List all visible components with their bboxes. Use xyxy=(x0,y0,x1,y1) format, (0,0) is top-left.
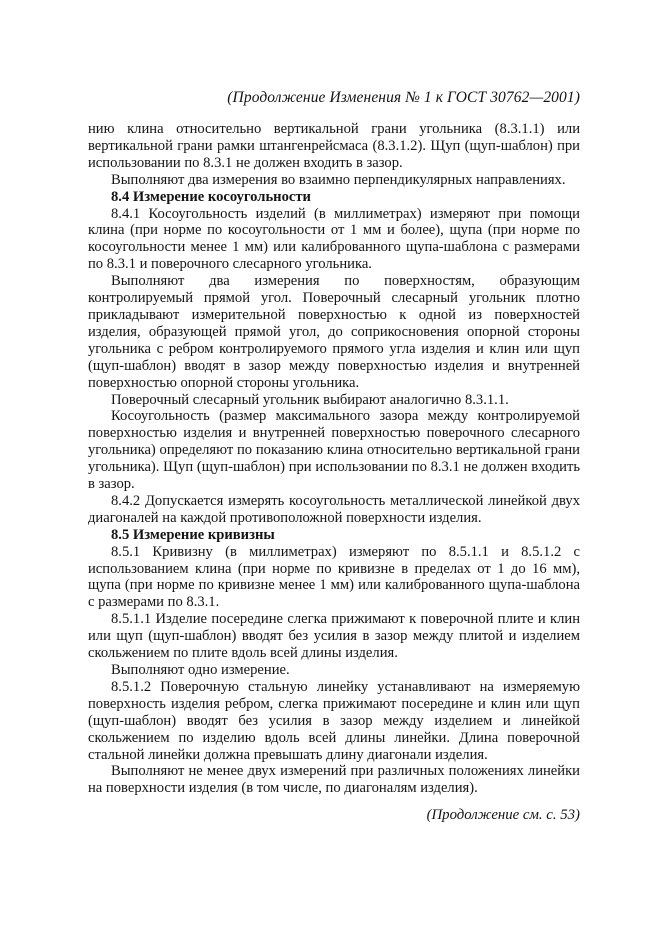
paragraph-one-measurement: Выполняют одно измерение. xyxy=(111,662,290,678)
paragraph-8-4-1: 8.4.1 Косоугольность изделий (в миллиметрах) измеряют при помощи клина (при норме по косоугольности от 1 мм и более), щупа (при норме по косоугольности менее 1 мм) или калиброванного щупа-шаблона с размерами по 8.3.1 и поверочного слесарного угольника. xyxy=(88,205,580,273)
page-footer-continuation: (Продолжение см. с. 53) xyxy=(426,807,580,823)
section-heading-8-4: 8.4 Измерение косоугольности xyxy=(111,188,311,205)
paragraph-8-5-1-2: 8.5.1.2 Поверочную стальную линейку устанавливают на измеряемую поверхность изделия ребром, слегка прижимают посередине и клин или щуп (щуп-шаблон) вводят без усилия в зазор между изделием и линейкой скольжением по изделию вдоль всей длины линейки. Длина поверочной стальной линейки должна превышать длину диагонали изделия. xyxy=(88,678,580,763)
paragraph-final: Выполняют не менее двух измерений при различных положениях линейки на поверхности изделия (в том числе, по диагоналям изделия). xyxy=(88,763,580,797)
page-header-continuation: (Продолжение Изменения № 1 к ГОСТ 30762—2001) xyxy=(227,89,580,106)
paragraph-8-4-2: 8.4.2 Допускается измерять косоугольность металлической линейкой двух диагоналей на каждой противоположной поверхности изделия. xyxy=(88,492,580,526)
section-heading-8-5: 8.5 Измерение кривизны xyxy=(111,526,275,543)
paragraph-8-5-1-1: 8.5.1.1 Изделие посередине слегка прижимают к поверочной плите и клин или щуп (щуп-шаблон) вводят без усилия в зазор между плитой и изделием скольжением по плите вдоль всей длины изделия. xyxy=(88,611,580,662)
paragraph-8-4-1-c: Поверочный слесарный угольник выбирают аналогично 8.3.1.1. xyxy=(111,391,509,408)
paragraph-8-4-1-b: Выполняют два измерения по поверхностям, образующим контролируемый прямой угол. Поверочный слесарный угольник плотно прикладывают измерительной поверхностью к одной из поверхностей изделия, образующей прямой угол, до соприкосновения опорной стороны угольника с ребром контролируемого прямого угла изделия и клин или щуп (щуп-шаблон) вводят в зазор между поверхностью изделия и внутренней поверхностью опорной стороны угольника. xyxy=(88,273,580,391)
paragraph-intro: нию клина относительно вертикальной грани угольника (8.3.1.1) или вертикальной грани рамки штангенрейсмаса (8.3.1.2). Щуп (щуп-шаблон) при использовании по 8.3.1 не должен входить в зазор. xyxy=(88,121,580,171)
document-body xyxy=(88,121,580,797)
paragraph-two-measurements: Выполняют два измерения во взаимно перпендикулярных направлениях. xyxy=(111,171,566,188)
paragraph-8-5-1: 8.5.1 Кривизну (в миллиметрах) измеряют по 8.5.1.1 и 8.5.1.2 с использованием клина (при норме по кривизне в пределах от 1 до 16 мм), щупа (при норме по кривизне менее 1 мм) или калиброванного щупа-шаблона с размерами по 8.3.1. xyxy=(88,543,580,611)
paragraph-8-4-1-d: Косоугольность (размер максимального зазора между контролируемой поверхностью изделия и внутренней поверхностью поверочного слесарного угольника) определяют по показанию клина относительно вертикальной грани угольника). Щуп (щуп-шаблон) при использовании по 8.3.1 не должен входить в зазор. xyxy=(88,408,580,493)
